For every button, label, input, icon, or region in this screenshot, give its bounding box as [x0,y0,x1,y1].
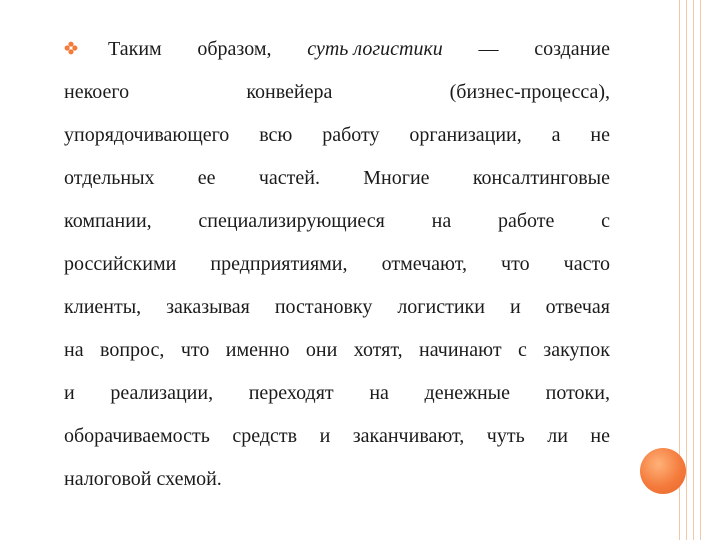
word: организации, [409,124,522,146]
word: упорядочивающего [64,124,230,146]
word: не [590,124,610,146]
word: на [369,382,389,404]
text-line [64,71,610,114]
word: и [509,296,521,318]
word: отмечают, [381,253,467,275]
word: ли [547,425,568,447]
decorative-circle [640,448,686,494]
word: чуть [486,425,525,447]
text-line [64,157,610,200]
word: суть логистики [307,38,443,60]
text-line [64,200,610,243]
word: отдельных [64,167,155,189]
word: средств [232,425,298,447]
word: не [590,425,610,447]
word: постановку [274,296,373,318]
word: а [551,124,561,146]
word: Многие [363,167,430,189]
word: компании, [64,210,152,232]
word: потоки, [545,382,610,404]
text-line [64,372,610,415]
word: всю [259,124,293,146]
word: налоговой схемой. [64,468,222,490]
word: заканчивают, [352,425,465,447]
frame-line [693,0,694,540]
word: заказывая [166,296,250,318]
word: реализации, [110,382,214,404]
word: (бизнес-процесса), [449,81,610,103]
word: предприятиями, [210,253,348,275]
word: логистики [397,296,485,318]
word: оборачиваемость [64,425,210,447]
word: и [64,382,75,404]
word: что [501,253,530,275]
word: денежные [424,382,510,404]
word: переходят [248,382,334,404]
word: российскими [64,253,177,275]
text-line [64,415,610,458]
word: они [305,339,338,361]
word: частей. [258,167,320,189]
word: создание [534,38,610,60]
word: хотят, [353,339,403,361]
word: закупок [543,339,610,361]
word: специализирующиеся [198,210,385,232]
text-line [64,286,610,329]
word: ее [197,167,216,189]
word: — [478,38,499,60]
word: клиенты, [64,296,142,318]
word: отвечая [545,296,610,318]
text-line [64,243,610,286]
word: Таким [108,38,162,60]
word: вопрос, [100,339,165,361]
word: некоего [64,81,130,103]
word: именно [225,339,290,361]
word: на [431,210,452,232]
word: на [64,339,84,361]
frame-line [686,0,687,540]
text-line [64,458,610,501]
text-line [64,329,610,372]
slide-paragraph [64,28,610,501]
word: часто [563,253,610,275]
word: с [601,210,610,232]
word: начинают [419,339,502,361]
word: консалтинговые [472,167,610,189]
word: работе [497,210,555,232]
word: и [319,425,331,447]
word: что [180,339,210,361]
text-line [64,114,610,157]
word: образом, [197,38,272,60]
text-line [64,28,610,71]
frame-line [700,0,701,540]
word: конвейера [246,81,333,103]
word: с [517,339,527,361]
word: работу [322,124,380,146]
